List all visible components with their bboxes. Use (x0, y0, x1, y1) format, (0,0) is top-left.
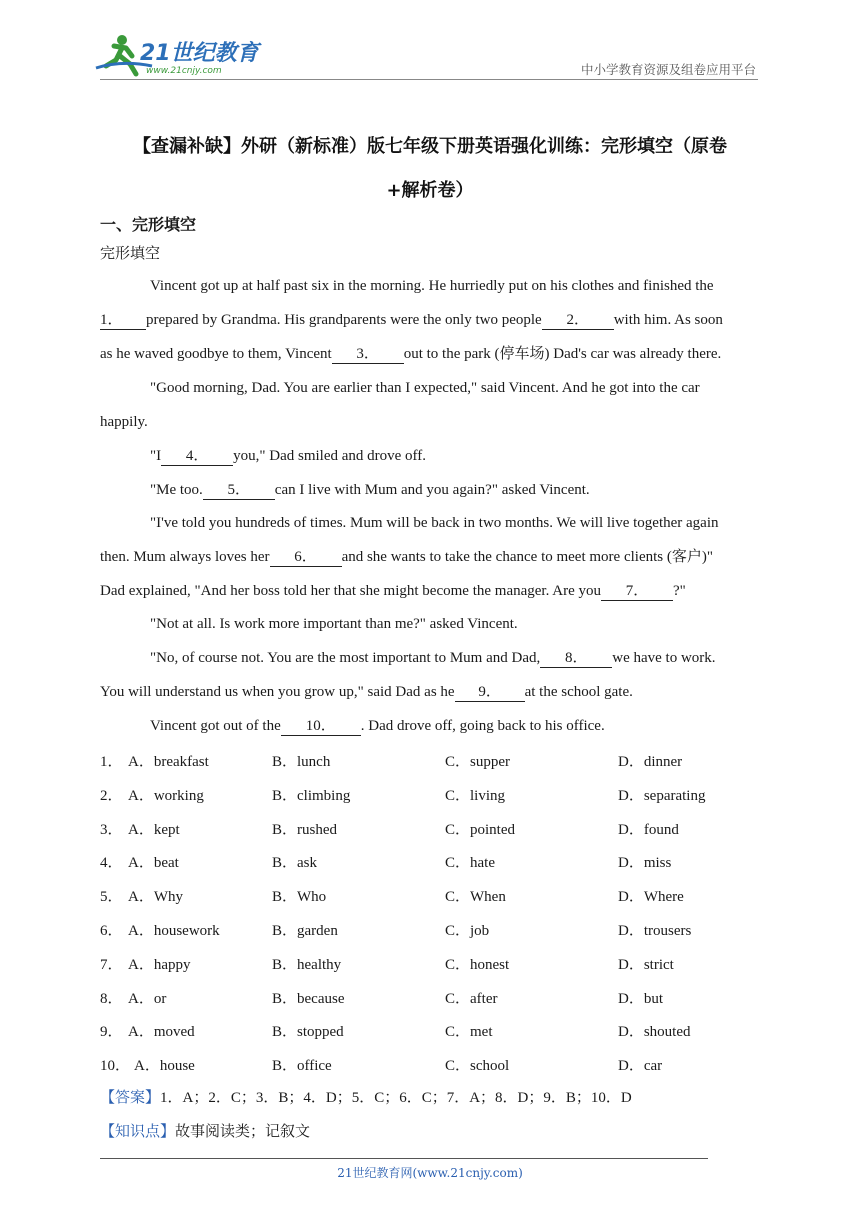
passage-line: "I've told you hundreds of times. Mum will be back in two months. We will live together again (150, 515, 719, 531)
option-row: 3． A．kept B．rushed C．pointed D．found (100, 822, 679, 838)
footer-divider (100, 1158, 708, 1159)
passage-line: as he waved goodbye to them, Vincent 3． out to the park (停车场) Dad's car was already there. (100, 346, 722, 362)
option-row: 5． A．Why B．Who C．When D．Where (100, 889, 684, 905)
passage-line: "No, of course not. You are the most important to Mum and Dad, 8． we have to work. (150, 650, 716, 666)
subsection-heading: 完形填空 (100, 244, 161, 262)
passage-line: Dad explained, "And her boss told her that she might become the manager. Are you 7． ?" (100, 583, 686, 599)
blank-10: 10． (281, 717, 361, 736)
option-row: 1． A．breakfast B．lunch C．supper D．dinner (100, 754, 683, 770)
passage-line: "Not at all. Is work more important than me?" asked Vincent. (150, 616, 518, 632)
blank-7: 7． (601, 582, 673, 601)
answer-text: 1．A；2．C；3．B；4．D；5．C；6．C；7．A；8．D；9．B；10．D (160, 1090, 632, 1106)
passage-line: You will understand us when you grow up," said Dad as he 9． at the school gate. (100, 684, 633, 700)
page-header (92, 30, 760, 80)
svg-text:www.21cnjy.com: www.21cnjy.com (146, 66, 222, 76)
document-title-line1: 【查漏补缺】外研（新标准）版七年级下册英语强化训练：完形填空（原卷 (133, 136, 727, 157)
answer-line (100, 1086, 632, 1107)
option-row: 7． A．happy B．healthy C．honest D．strict (100, 957, 674, 973)
site-logo (92, 30, 262, 78)
passage-line: Vincent got up at half past six in the morning. He hurriedly put on his clothes and finished the (150, 278, 714, 294)
blank-3: 3． (332, 345, 404, 364)
blank-2: 2． (542, 311, 614, 330)
passage-line: 1． prepared by Grandma. His grandparents were the only two people 2． with him. As soon (100, 312, 723, 328)
blank-5: 5． (203, 481, 275, 500)
passage-line: "Me too. 5． can I live with Mum and you again?" asked Vincent. (150, 482, 590, 498)
answer-tag: 【答案】 (100, 1090, 161, 1106)
knowledge-line (100, 1120, 310, 1141)
passage-line: happily. (100, 414, 148, 430)
option-row: 9． A．moved B．stopped C．met D．shouted (100, 1024, 691, 1040)
passage-line: "I 4． you," Dad smiled and drove off. (150, 448, 427, 464)
knowledge-text: 故事阅读类；记叙文 (175, 1122, 311, 1140)
passage-line: Vincent got out of the 10． . Dad drove off, going back to his office. (150, 718, 605, 734)
blank-6: 6． (270, 548, 342, 567)
runner-logo-icon (92, 30, 262, 78)
blank-8: 8． (540, 649, 612, 668)
section-heading: 一、完形填空 (100, 215, 197, 234)
passage-line: then. Mum always loves her 6． and she wants to take the chance to meet more clients (客户)" (100, 549, 713, 565)
option-row: 4． A．beat B．ask C．hate D．miss (100, 855, 672, 871)
footer-link[interactable]: 21世纪教育网(www.21cnjy.com) (337, 1166, 523, 1180)
option-row: 6． A．housework B．garden C．job D．trousers (100, 923, 692, 939)
header-divider (100, 79, 758, 80)
knowledge-tag: 【知识点】 (100, 1122, 176, 1140)
option-row: 10． A．house B．office C．school D．car (100, 1058, 663, 1074)
blank-4: 4． (161, 447, 233, 466)
option-row: 2． A．working B．climbing C．living D．separating (100, 788, 706, 804)
svg-text:21世纪教育: 21世纪教育 (140, 41, 259, 66)
option-row: 8． A．or B．because C．after D．but (100, 991, 664, 1007)
document-title-line2: +解析卷） (386, 180, 474, 201)
blank-9: 9． (455, 683, 525, 702)
passage-line: "Good morning, Dad. You are earlier than I expected," said Vincent. And he got into the car (150, 380, 700, 396)
blank-1: 1． (100, 311, 146, 330)
platform-name: 中小学教育资源及组卷应用平台 (580, 62, 756, 77)
